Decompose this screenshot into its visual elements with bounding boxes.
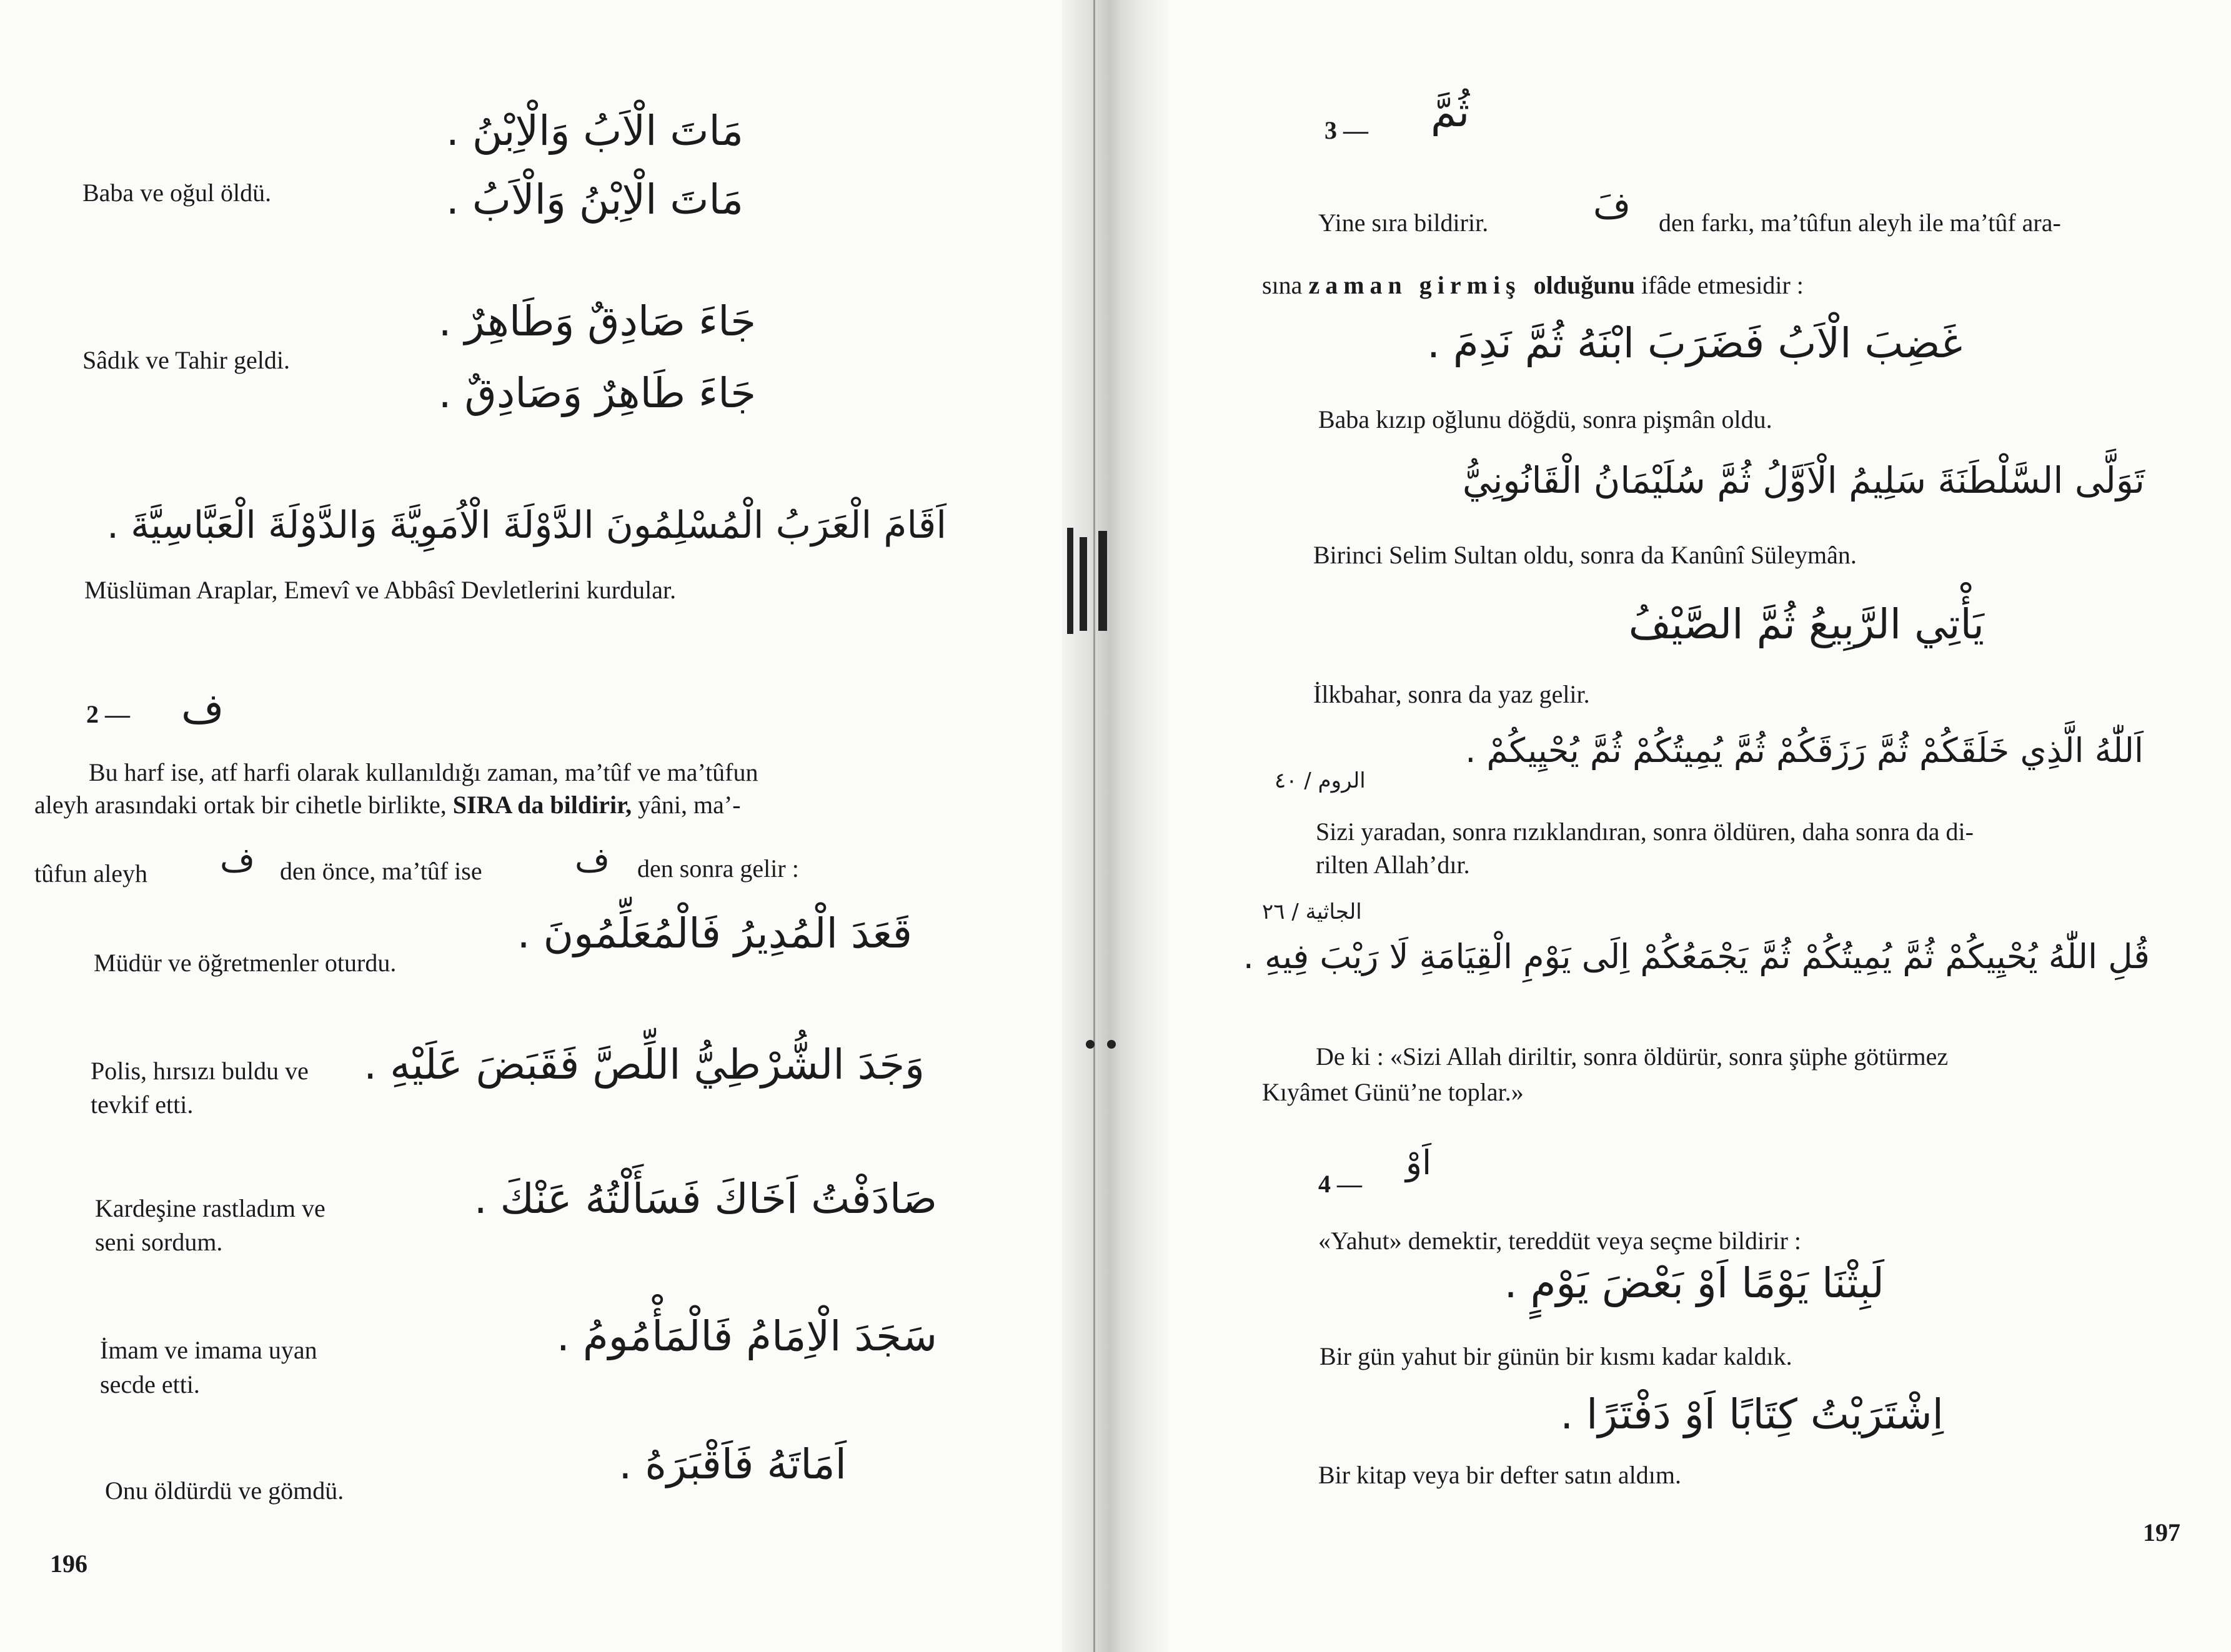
translation: Baba kızıp oğlunu döğdü, sonra pişmân oldu. (1318, 405, 1772, 433)
binding-stitch (1080, 537, 1087, 631)
translation: Kardeşine rastladım ve (95, 1194, 325, 1222)
translation: İmam ve imama uyan (100, 1336, 317, 1364)
binding-stitch (1067, 528, 1073, 634)
translation: İlkbahar, sonra da yaz gelir. (1313, 680, 1590, 708)
arabic-example: صَادَفْتُ اَخَاكَ فَسَأَلْتُهُ عَنْكَ . (474, 1175, 937, 1223)
paragraph-line: Bu harf ise, atf harfi olarak kullanıldığı zaman, ma’tûf ve ma’tûfun (89, 758, 758, 786)
translation: tevkif etti. (91, 1091, 194, 1119)
binding-hole (1086, 1040, 1095, 1049)
arabic-letter: ف (575, 840, 610, 879)
page-number: 197 (2143, 1518, 2180, 1546)
arabic-example: مَاتَ الْاِبْنُ وَالْاَبُ . (445, 176, 743, 224)
translation: Müdür ve öğretmenler oturdu. (94, 949, 397, 977)
gutter-fold (1093, 0, 1095, 1652)
binding-stitch (1098, 531, 1107, 631)
section-number: 3 — (1324, 116, 1368, 144)
arabic-word: ثُمَّ (1431, 88, 1470, 136)
text-run: ifâde etmesidir : (1634, 271, 1804, 299)
arabic-example: وَجَدَ الشُّرْطِيُّ اللِّصَّ فَقَبَضَ عَلَيْهِ . (364, 1041, 925, 1089)
section-number: 2 — (86, 700, 130, 728)
arabic-example: سَجَدَ الْاِمَامُ فَالْمَأْمُومُ . (556, 1312, 937, 1360)
translation: Baba ve oğul öldü. (82, 179, 272, 207)
translation: rilten Allah’dır. (1316, 851, 1470, 879)
book-gutter (1062, 0, 1168, 1652)
text-run: sına (1262, 271, 1309, 299)
binding-hole (1107, 1040, 1116, 1049)
paragraph-line: Yine sıra bildirir. (1318, 209, 1489, 237)
translation: Kıyâmet Günü’ne toplar.» (1262, 1078, 1524, 1106)
translation: Birinci Selim Sultan oldu, sonra da Kanûnî Süleymân. (1313, 541, 1857, 569)
arabic-example: تَوَلَّى السَّلْطَنَةَ سَلِيمُ الْاَوَّلُ ثُمَّ سُلَيْمَانُ الْقَانُونِيُّ (1462, 459, 2145, 502)
translation: Polis, hırsızı buldu ve (91, 1057, 309, 1085)
arabic-letter: ف (181, 685, 224, 733)
verse-reference: الجاثية / ٢٦ (1262, 899, 1362, 924)
translation: seni sordum. (95, 1228, 223, 1256)
translation: De ki : «Sizi Allah diriltir, sonra öldürür, sonra şüphe götürmez (1316, 1042, 1949, 1071)
translation: Sizi yaradan, sonra rızıklandıran, sonra öldüren, daha sonra da di- (1316, 818, 1974, 846)
paragraph-line: «Yahut» demektir, tereddüt veya seçme bildirir : (1318, 1227, 1802, 1255)
emphasis: olduğunu (1533, 271, 1635, 299)
translation: Bir kitap veya bir defter satın aldım. (1318, 1461, 1681, 1489)
translation: Sâdık ve Tahir geldi. (82, 346, 290, 374)
emphasis: zaman girmiş (1308, 271, 1521, 299)
arabic-word: اَوْ (1406, 1143, 1432, 1182)
page-number: 196 (50, 1550, 87, 1578)
paragraph-line: den önce, ma’tûf ise (280, 857, 482, 885)
text-run: yâni, ma’- (632, 791, 741, 819)
translation: Müslüman Araplar, Emevî ve Abbâsî Devletlerini kurdular. (84, 576, 677, 604)
arabic-example: يَأْتِي الرَّبِيعُ ثُمَّ الصَّيْفُ (1628, 600, 1984, 648)
paragraph-line: den farkı, ma’tûfun aleyh ile ma’tûf ara- (1659, 209, 2061, 237)
paragraph-line: den sonra gelir : (637, 854, 799, 883)
arabic-example: جَاءَ طَاهِرٌ وَصَادِقٌ . (438, 369, 756, 417)
verse-reference: الروم / ٤٠ (1275, 768, 1366, 793)
left-page (0, 0, 1062, 1652)
arabic-example: اَللّٰهُ الَّذِي خَلَقَكُمْ ثُمَّ رَزَقَكُمْ ثُمَّ يُمِيتُكُمْ ثُمَّ يُحْيِيكُمْ . (1465, 731, 2144, 770)
arabic-example: اَقَامَ الْعَرَبُ الْمُسْلِمُونَ الدَّوْلَةَ الْاُمَوِيَّةَ وَالدَّوْلَةَ الْعَبَّاسِيَّةَ . (106, 503, 947, 547)
arabic-example: قُلِ اللّٰهُ يُحْيِيكُمْ ثُمَّ يُمِيتُكُمْ ثُمَّ يَجْمَعُكُمْ اِلَى يَوْمِ الْقِيَامَةِ لَا رَيْبَ فِيهِ . (1243, 937, 2150, 976)
right-page (1168, 0, 2231, 1652)
arabic-example: قَعَدَ الْمُدِيرُ فَالْمُعَلِّمُونَ . (517, 909, 912, 957)
text-run: aleyh arasındaki ortak bir cihetle birlikte, (34, 791, 453, 819)
translation: secde etti. (100, 1370, 200, 1398)
paragraph-line (1262, 269, 1804, 302)
arabic-example: غَضِبَ الْاَبُ فَضَرَبَ ابْنَهُ ثُمَّ نَدِمَ . (1426, 319, 1962, 367)
arabic-letter: فَ (1593, 184, 1631, 227)
arabic-example: اَمَاتَهُ فَاَقْبَرَهُ . (619, 1440, 847, 1488)
arabic-example: اِشْتَرَيْتُ كِتَابًا اَوْ دَفْتَرًا . (1560, 1390, 1944, 1438)
emphasis: SIRA da bildirir, (452, 791, 632, 819)
section-number: 4 — (1318, 1170, 1362, 1198)
translation: Bir gün yahut bir günün bir kısmı kadar kaldık. (1319, 1342, 1792, 1370)
arabic-example: لَبِثْنَا يَوْمًا اَوْ بَعْضَ يَوْمٍ . (1504, 1259, 1884, 1307)
arabic-example: مَاتَ الْاَبُ وَالْاِبْنُ . (445, 107, 743, 155)
paragraph-line: tûfun aleyh (34, 859, 148, 888)
paragraph-line (34, 788, 741, 822)
translation: Onu öldürdü ve gömdü. (105, 1476, 344, 1505)
arabic-letter: ف (220, 840, 255, 879)
arabic-example: جَاءَ صَادِقٌ وَطَاهِرٌ . (438, 297, 756, 345)
